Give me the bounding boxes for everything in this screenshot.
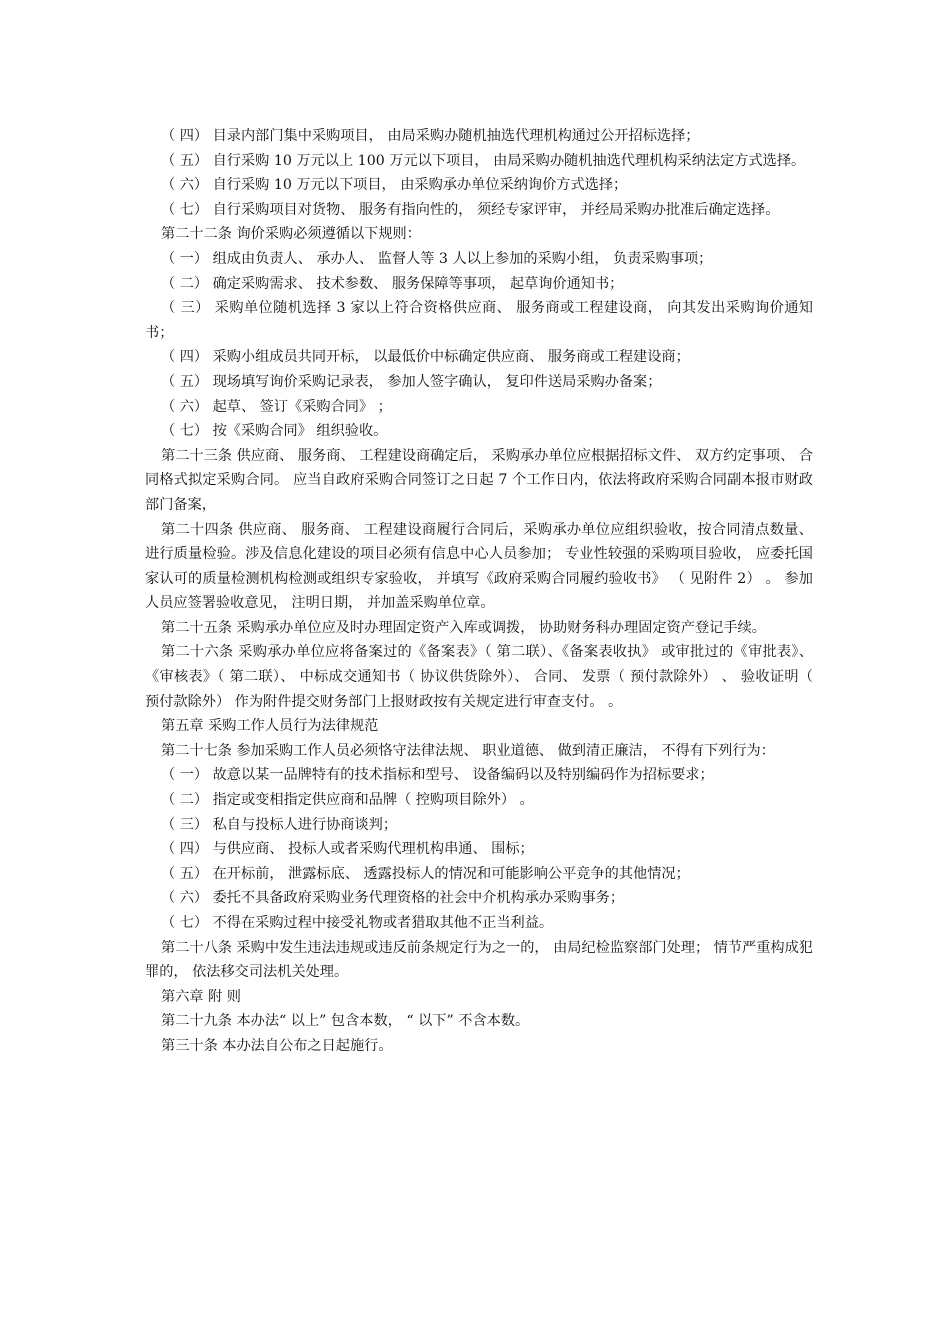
list-item: （ 四） 采购小组成员共同开标， 以最低价中标确定供应商、 服务商或工程建设商； — [161, 349, 690, 366]
list-item: （ 五） 在开标前， 泄露标底、 透露投标人的情况和可能影响公平竞争的其他情况； — [161, 865, 690, 882]
list-item: （ 二） 确定采购需求、 技术参数、 服务保障等事项， 起草询价通知书； — [161, 275, 624, 292]
list-item: （ 四） 目录内部门集中采购项目， 由局采购办随机抽选代理机构通过公开招标选择； — [161, 128, 700, 144]
list-item: （ 五） 自行采购 10 万元以上 100 万元以下项目， 由局采购办随机抽选代理机构采纳法定方式选择。 — [161, 152, 806, 169]
article-paragraph: 第二十八条 采购中发生违法违规或违反前条规定行为之一的， 由局纪检监察部门处理； 情节严重构成犯罪的， 依法移交司法机关处理。 — [145, 939, 813, 981]
list-item: （ 三） 采购单位随机选择 3 家以上符合资格供应商、 服务商或工程建设商， 向其发出采购询价通知书； — [145, 300, 813, 341]
list-item: （ 一） 组成由负责人、 承办人、 监督人等 3 人以上参加的采购小组， 负责采购事项； — [161, 250, 713, 267]
article-paragraph: 第二十九条 本办法“ 以上” 包含本数， “ 以下” 不含本数。 — [161, 1013, 530, 1030]
list-item: （ 三） 私自与投标人进行协商谈判； — [161, 816, 398, 833]
article-paragraph: 第二十七条 参加采购工作人员必须恪守法律法规、 职业道德、 做到清正廉洁， 不得有下列行为： — [161, 742, 775, 759]
list-item: （ 七） 自行采购项目对货物、 服务有指向性的， 须经专家评审， 并经局采购办批准后确定选择。 — [161, 201, 780, 218]
list-item: （ 六） 委托不具备政府采购业务代理资格的社会中介机构承办采购事务； — [161, 890, 625, 907]
list-item: （ 七） 不得在采购过程中接受礼物或者猎取其他不正当利益。 — [161, 915, 554, 931]
document-page — [145, 124, 813, 1059]
chapter-heading: 第六章 附 则 — [161, 988, 241, 1005]
list-item: （ 五） 现场填写询价采购记录表， 参加人签字确认， 复印件送局采购办备案； — [161, 373, 662, 390]
list-item: （ 六） 自行采购 10 万元以下项目， 由采购承办单位采纳询价方式选择； — [161, 177, 628, 194]
chapter-heading: 第五章 采购工作人员行为法律规范 — [161, 718, 379, 735]
article-paragraph: 第二十五条 采购承办单位应及时办理固定资产入库或调拨， 协助财务科办理固定资产登记手续。 — [161, 619, 766, 636]
list-item: （ 二） 指定或变相指定供应商和品牌（ 控购项目除外） 。 — [161, 792, 534, 809]
article-paragraph: 第二十三条 供应商、 服务商、 工程建设商确定后， 采购承办单位应根据招标文件、 双方约定事项、 合同格式拟定采购合同。 应当自政府采购合同签订之日起 7 个工作日内，依法将政府采购合同副本报市财政部门备案， — [145, 447, 813, 513]
article-paragraph: 第二十四条 供应商、 服务商、 工程建设商履行合同后，采购承办单位应组织验收，按合同清点数量、 进行质量检验。涉及信息化建设的项目必须有信息中心人员参加； 专业性较强的采购项目验收， 应委托国家认可的质量检测机构检测或组织专家验收， 并填写《政府采购合同履约验收书》 （ 见附件 2） 。 参加人员应签署验收意见， 注明日期， 并加盖采购单位章。 — [145, 521, 813, 612]
list-item: （ 七） 按《采购合同》 组织验收。 — [161, 423, 388, 440]
article-paragraph: 第二十六条 采购承办单位应将备案过的《备案表》（ 第二联）、《备案表收执》 或审批过的《审批表》、《审核表》（ 第二联）、 中标成交通知书（ 协议供货除外）、 合同、 发票（ 预付款除外） 、 验收证明（ 预付款除外） 作为附件提交财务部门上报财政按有关规定进行审查支付。 。 — [145, 644, 813, 710]
article-paragraph: 第二十二条 询价采购必须遵循以下规则： — [161, 226, 421, 243]
article-paragraph: 第三十条 本办法自公布之日起施行。 — [161, 1037, 393, 1054]
list-item: （ 四） 与供应商、 投标人或者采购代理机构串通、 围标； — [161, 841, 534, 858]
list-item: （ 六） 起草、 签订《采购合同》 ； — [161, 398, 392, 415]
list-item: （ 一） 故意以某一品牌特有的技术指标和型号、 设备编码以及特别编码作为招标要求； — [161, 767, 714, 784]
